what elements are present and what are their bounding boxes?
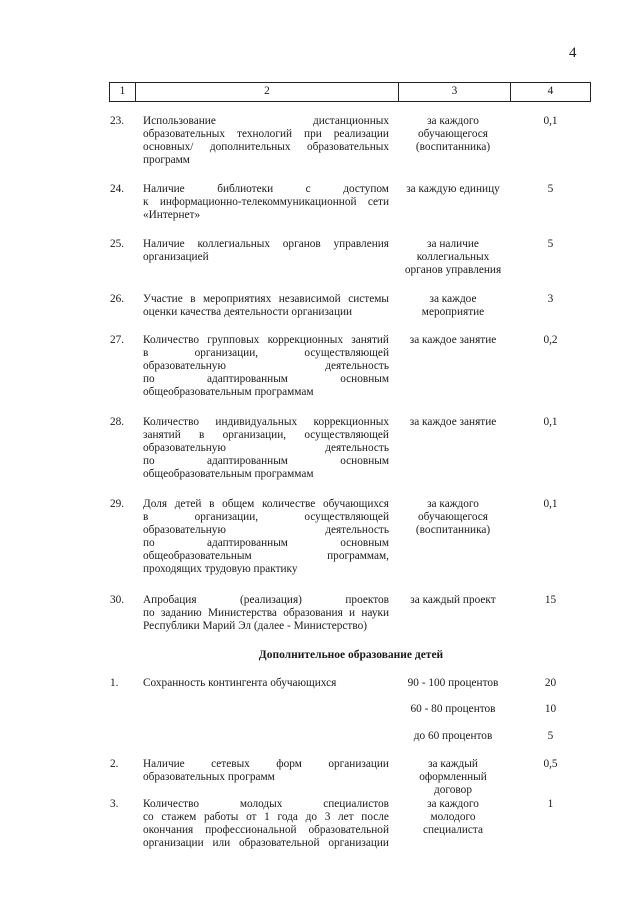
row-value: 0,1 — [543, 115, 558, 127]
row-description — [143, 115, 389, 167]
row-number: 2. — [110, 758, 119, 770]
row-description — [143, 238, 389, 264]
desc-line: образовательную деятельность — [143, 441, 389, 454]
desc-line: по адаптированным основным — [143, 372, 389, 385]
desc-line: Доля детей в общем количестве обучающихся — [143, 498, 389, 510]
unit-line: мероприятие — [421, 305, 485, 318]
unit-line: обучающегося — [418, 510, 488, 523]
row-number: 25. — [110, 238, 125, 250]
desc-line: проходящих трудовую практику — [143, 562, 298, 575]
row-description — [143, 416, 389, 481]
row-value: 0,5 — [543, 758, 558, 770]
unit-line: 60 - 80 процентов — [410, 703, 496, 715]
desc-line: организации или образовательной организации — [143, 836, 389, 849]
unit-line: молодого — [430, 810, 476, 823]
row-unit — [397, 498, 509, 537]
unit-line: обучающегося — [418, 127, 488, 140]
desc-line: в организации, осуществляющей — [143, 510, 389, 523]
desc-line: окончания профессиональной образовательной — [143, 823, 389, 836]
desc-line: по адаптированным основным — [143, 454, 389, 467]
row-number: 29. — [110, 498, 125, 510]
unit-line: (воспитанника) — [415, 523, 491, 536]
table-header-col-1: 1 — [109, 83, 135, 101]
desc-line: образовательных технологий при реализации — [143, 127, 389, 140]
desc-line: программ — [143, 153, 190, 166]
row-description — [143, 594, 389, 633]
unit-line: за каждое занятие — [409, 416, 497, 428]
desc-line: основных/ дополнительных образовательных — [143, 140, 389, 153]
unit-line: за наличие — [427, 238, 479, 250]
row-unit — [397, 798, 509, 837]
desc-line: Количество групповых коррекционных занятий — [143, 334, 389, 346]
row-value: 5 — [547, 238, 554, 250]
row-unit — [397, 183, 509, 196]
desc-line: «Интернет» — [143, 208, 201, 221]
row-value: 10 — [544, 703, 557, 715]
row-number: 1. — [110, 677, 119, 689]
row-unit — [397, 238, 509, 277]
unit-line: до 60 процентов — [413, 730, 493, 742]
table-header-col-2: 2 — [135, 83, 398, 101]
page-number: 4 — [569, 45, 577, 61]
row-number: 30. — [110, 594, 125, 606]
desc-line: Количество молодых специалистов — [143, 798, 389, 810]
row-description — [143, 293, 389, 319]
row-value: 0,1 — [543, 416, 558, 428]
row-value: 0,2 — [543, 334, 558, 346]
row-unit — [397, 677, 509, 690]
row-value: 5 — [547, 183, 554, 195]
desc-line: Апробация (реализация) проектов — [143, 594, 389, 606]
desc-line: в организации, осуществляющей — [143, 346, 389, 359]
row-unit — [397, 115, 509, 154]
unit-line: коллегиальных — [416, 250, 490, 263]
row-value: 5 — [547, 730, 554, 742]
desc-line: Количество индивидуальных коррекционных — [143, 416, 389, 428]
desc-line: оценки качества деятельности организации — [143, 305, 353, 318]
row-unit — [397, 416, 509, 429]
unit-line: за каждое — [429, 293, 477, 305]
desc-line: по заданию Министерства образования и науки — [143, 606, 389, 619]
row-number: 26. — [110, 293, 125, 305]
row-unit — [397, 293, 509, 319]
table-header — [109, 82, 591, 102]
desc-line: к информационно-телекоммуникационной сети — [143, 195, 389, 208]
unit-line: договор — [434, 783, 472, 796]
row-number: 24. — [110, 183, 125, 195]
row-value: 1 — [547, 798, 554, 810]
unit-line: за каждого — [427, 498, 479, 510]
row-description — [143, 498, 389, 575]
row-description — [143, 183, 389, 222]
unit-line: за каждого — [427, 115, 479, 127]
desc-line: организацией — [143, 250, 209, 263]
row-number: 28. — [110, 416, 125, 428]
unit-line: за каждое занятие — [409, 334, 497, 346]
desc-line: общеобразовательным программам — [143, 385, 314, 398]
desc-line: образовательных программ — [143, 770, 275, 783]
desc-line: со стажем работы от 1 года до 3 лет после — [143, 810, 389, 823]
desc-line: Наличие библиотеки с доступом — [143, 183, 389, 195]
row-unit — [397, 758, 509, 797]
desc-line: образовательную деятельность — [143, 359, 389, 372]
unit-line: за каждый проект — [410, 594, 496, 606]
desc-line: Наличие коллегиальных органов управления — [143, 238, 389, 250]
desc-line: образовательную деятельность — [143, 523, 389, 536]
row-unit — [397, 334, 509, 347]
row-description — [143, 677, 389, 690]
desc-line: Участие в мероприятиях независимой системы — [143, 293, 389, 305]
row-value: 15 — [544, 594, 557, 606]
desc-line: Сохранность контингента обучающихся — [143, 677, 337, 689]
unit-line: за каждую единицу — [406, 183, 500, 195]
unit-line: за каждый — [428, 758, 478, 770]
table-header-col-4: 4 — [510, 83, 591, 101]
desc-line: общеобразовательным программам, — [143, 549, 389, 562]
row-unit — [397, 703, 509, 716]
unit-line: специалиста — [422, 823, 484, 836]
row-number: 23. — [110, 115, 125, 127]
row-value: 20 — [544, 677, 557, 689]
section-title: Дополнительное образование детей — [258, 649, 444, 661]
unit-line: 90 - 100 процентов — [407, 677, 499, 689]
desc-line: Республики Марий Эл (далее - Министерство) — [143, 619, 368, 632]
desc-line: Использование дистанционных — [143, 115, 389, 127]
desc-line: по адаптированным основным — [143, 536, 389, 549]
desc-line: Наличие сетевых форм организации — [143, 758, 389, 770]
unit-line: органов управления — [404, 263, 502, 276]
row-description — [143, 758, 389, 784]
row-unit — [397, 594, 509, 607]
row-description — [143, 334, 389, 399]
unit-line: оформленный — [419, 770, 487, 783]
table-header-col-3: 3 — [398, 83, 510, 101]
unit-line: (воспитанника) — [415, 140, 491, 153]
row-value: 3 — [547, 293, 554, 305]
row-value: 0,1 — [543, 498, 558, 510]
desc-line: общеобразовательным программам — [143, 467, 314, 480]
row-unit — [397, 730, 509, 743]
row-description — [143, 798, 389, 850]
row-number: 3. — [110, 798, 119, 810]
row-number: 27. — [110, 334, 125, 346]
unit-line: за каждого — [427, 798, 479, 810]
desc-line: занятий в организации, осуществляющей — [143, 428, 389, 441]
